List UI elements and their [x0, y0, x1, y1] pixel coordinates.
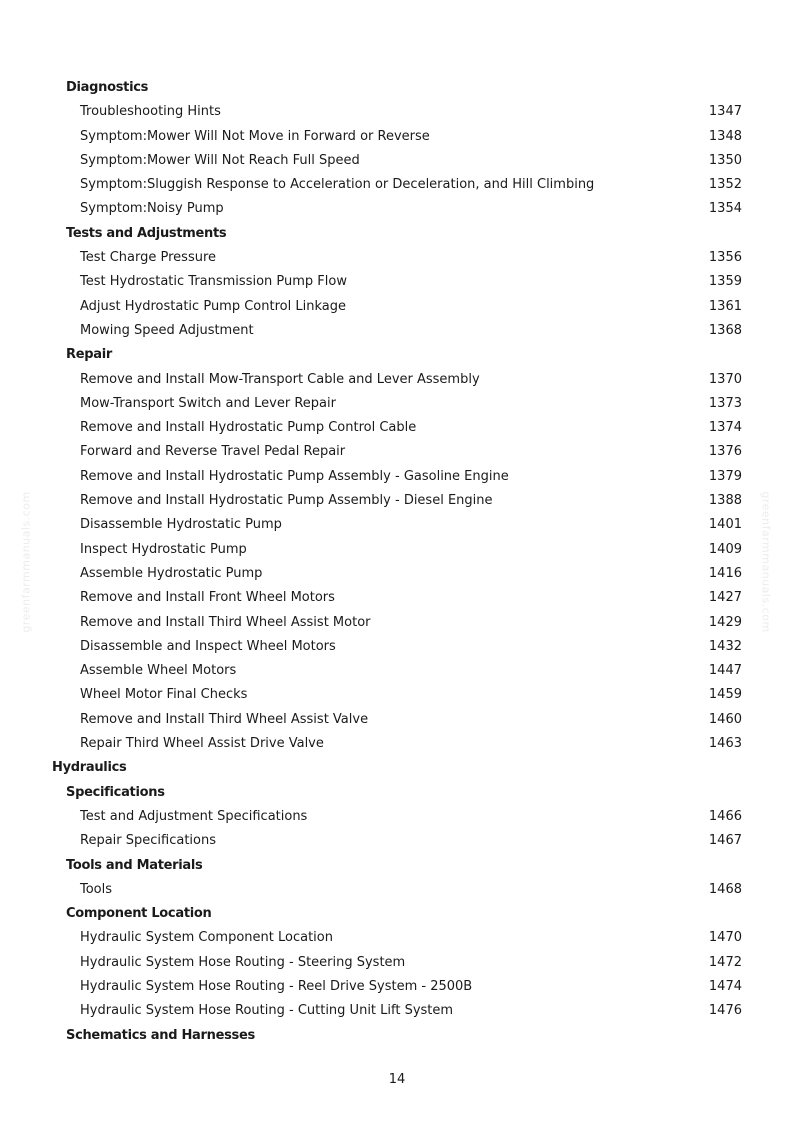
- toc-entry[interactable]: [0, 538, 794, 562]
- toc-entry[interactable]: [0, 975, 794, 999]
- toc-entry-title: Inspect Hydrostatic Pump: [80, 541, 247, 557]
- toc-entry-title: Tests and Adjustments: [66, 225, 227, 241]
- toc-entry-page: 1361: [708, 298, 742, 314]
- toc-entry[interactable]: [0, 586, 794, 610]
- toc-entry-title: Mowing Speed Adjustment: [80, 322, 254, 338]
- toc-entry-title: Remove and Install Mow-Transport Cable and Lever Assembly: [80, 371, 480, 387]
- toc-entry-page: 1468: [708, 881, 742, 897]
- table-of-contents: [0, 76, 794, 1048]
- toc-entry[interactable]: [0, 246, 794, 270]
- toc-entry-title: Hydraulic System Hose Routing - Cutting Unit Lift System: [80, 1003, 454, 1019]
- toc-entry-title: Assemble Wheel Motors: [80, 663, 237, 679]
- toc-section-heading[interactable]: [0, 902, 794, 926]
- toc-entry[interactable]: [0, 999, 794, 1023]
- toc-entry-title: Assemble Hydrostatic Pump: [80, 565, 263, 581]
- toc-entry-title: Tools and Materials: [66, 857, 203, 873]
- toc-entry-title: Adjust Hydrostatic Pump Control Linkage: [80, 298, 346, 314]
- toc-entry-page: 1359: [708, 274, 742, 290]
- toc-entry[interactable]: [0, 659, 794, 683]
- toc-entry-title: Remove and Install Hydrostatic Pump Control Cable: [80, 420, 417, 436]
- toc-chapter-heading[interactable]: [0, 756, 794, 780]
- toc-entry-page: 1356: [708, 250, 742, 266]
- toc-entry-title: Test Charge Pressure: [80, 250, 217, 266]
- watermark-right: greenfarmmanuals.com: [759, 491, 773, 633]
- toc-entry[interactable]: [0, 513, 794, 537]
- toc-entry-page: 1416: [708, 565, 742, 581]
- toc-entry-page: 1379: [708, 468, 742, 484]
- toc-entry-page: 1348: [708, 128, 742, 144]
- toc-entry-page: 1368: [708, 322, 742, 338]
- toc-entry-title: Component Location: [66, 906, 212, 922]
- toc-entry[interactable]: [0, 125, 794, 149]
- toc-entry-page: 1347: [708, 104, 742, 120]
- toc-entry[interactable]: [0, 100, 794, 124]
- toc-entry[interactable]: [0, 926, 794, 950]
- toc-entry-page: 1374: [708, 420, 742, 436]
- toc-entry[interactable]: [0, 829, 794, 853]
- toc-entry-page: 1354: [708, 201, 742, 217]
- toc-entry[interactable]: [0, 562, 794, 586]
- toc-entry[interactable]: [0, 270, 794, 294]
- toc-entry-title: Test and Adjustment Specifications: [80, 808, 308, 824]
- toc-entry-page: 1401: [708, 517, 742, 533]
- toc-section-heading[interactable]: [0, 781, 794, 805]
- toc-entry-page: 1409: [708, 541, 742, 557]
- toc-entry-page: 1467: [708, 833, 742, 849]
- toc-entry-page: 1459: [708, 687, 742, 703]
- toc-entry[interactable]: [0, 635, 794, 659]
- toc-entry[interactable]: [0, 173, 794, 197]
- toc-entry[interactable]: [0, 440, 794, 464]
- toc-entry[interactable]: [0, 489, 794, 513]
- toc-entry-title: Remove and Install Third Wheel Assist Valve: [80, 711, 369, 727]
- toc-entry-title: Test Hydrostatic Transmission Pump Flow: [80, 274, 347, 290]
- toc-entry-page: 1429: [708, 614, 742, 630]
- toc-section-heading[interactable]: [0, 343, 794, 367]
- toc-entry-page: 1474: [708, 978, 742, 994]
- toc-entry-page: 1352: [708, 177, 742, 193]
- toc-entry-title: Repair Specifications: [80, 833, 216, 849]
- toc-entry-title: Troubleshooting Hints: [80, 104, 221, 120]
- toc-entry[interactable]: [0, 465, 794, 489]
- toc-entry[interactable]: [0, 197, 794, 221]
- watermark-left: greenfarmmanuals.com: [19, 491, 33, 633]
- toc-section-heading[interactable]: [0, 854, 794, 878]
- toc-entry-title: Hydraulic System Hose Routing - Steering System: [80, 954, 406, 970]
- toc-entry-page: 1350: [708, 152, 742, 168]
- toc-entry-title: Symptom:Mower Will Not Reach Full Speed: [80, 152, 360, 168]
- toc-entry-page: 1460: [708, 711, 742, 727]
- toc-entry-page: 1447: [708, 663, 742, 679]
- toc-entry-title: Remove and Install Hydrostatic Pump Assembly - Gasoline Engine: [80, 468, 509, 484]
- toc-entry-title: Repair: [66, 347, 112, 363]
- toc-entry-page: 1432: [708, 638, 742, 654]
- toc-entry-title: Symptom:Mower Will Not Move in Forward or Reverse: [80, 128, 430, 144]
- toc-entry[interactable]: [0, 319, 794, 343]
- toc-entry-page: 1466: [708, 808, 742, 824]
- toc-entry-page: 1470: [708, 930, 742, 946]
- toc-entry-title: Wheel Motor Final Checks: [80, 687, 248, 703]
- toc-entry[interactable]: [0, 416, 794, 440]
- toc-entry[interactable]: [0, 708, 794, 732]
- toc-entry-page: 1472: [708, 954, 742, 970]
- toc-entry[interactable]: [0, 611, 794, 635]
- toc-entry-page: 1376: [708, 444, 742, 460]
- toc-entry-title: Forward and Reverse Travel Pedal Repair: [80, 444, 346, 460]
- toc-entry-page: 1427: [708, 590, 742, 606]
- toc-entry[interactable]: [0, 149, 794, 173]
- toc-entry[interactable]: [0, 683, 794, 707]
- toc-entry-page: 1463: [708, 736, 742, 752]
- toc-entry[interactable]: [0, 805, 794, 829]
- toc-entry[interactable]: [0, 368, 794, 392]
- toc-entry-title: Symptom:Sluggish Response to Acceleration or Deceleration, and Hill Climbing: [80, 177, 595, 193]
- toc-entry-title: Remove and Install Third Wheel Assist Motor: [80, 614, 371, 630]
- toc-entry-title: Disassemble Hydrostatic Pump: [80, 517, 282, 533]
- toc-entry[interactable]: [0, 295, 794, 319]
- toc-entry-title: Symptom:Noisy Pump: [80, 201, 224, 217]
- toc-section-heading[interactable]: [0, 1024, 794, 1048]
- toc-entry[interactable]: [0, 951, 794, 975]
- toc-entry-title: Disassemble and Inspect Wheel Motors: [80, 638, 336, 654]
- toc-entry-title: Hydraulic System Component Location: [80, 930, 333, 946]
- toc-entry-page: 1476: [708, 1003, 742, 1019]
- toc-entry-title: Hydraulics: [52, 760, 127, 776]
- page-number: 14: [388, 1072, 406, 1087]
- toc-entry-title: Diagnostics: [66, 80, 149, 95]
- toc-entry-page: 1388: [708, 493, 742, 509]
- toc-entry[interactable]: [0, 878, 794, 902]
- toc-section-heading[interactable]: [0, 222, 794, 246]
- toc-entry-title: Repair Third Wheel Assist Drive Valve: [80, 736, 324, 752]
- toc-entry-title: Mow-Transport Switch and Lever Repair: [80, 395, 336, 411]
- toc-entry-title: Tools: [80, 881, 113, 897]
- toc-entry[interactable]: [0, 392, 794, 416]
- toc-entry-page: 1373: [708, 395, 742, 411]
- toc-entry-title: Schematics and Harnesses: [66, 1027, 255, 1043]
- toc-entry[interactable]: [0, 732, 794, 756]
- toc-entry-title: Remove and Install Hydrostatic Pump Assembly - Diesel Engine: [80, 493, 493, 509]
- toc-entry-page: 1370: [708, 371, 742, 387]
- toc-entry-title: Hydraulic System Hose Routing - Reel Drive System - 2500B: [80, 978, 473, 994]
- toc-section-heading[interactable]: [0, 76, 794, 100]
- toc-entry-title: Specifications: [66, 784, 165, 800]
- toc-entry-title: Remove and Install Front Wheel Motors: [80, 590, 335, 606]
